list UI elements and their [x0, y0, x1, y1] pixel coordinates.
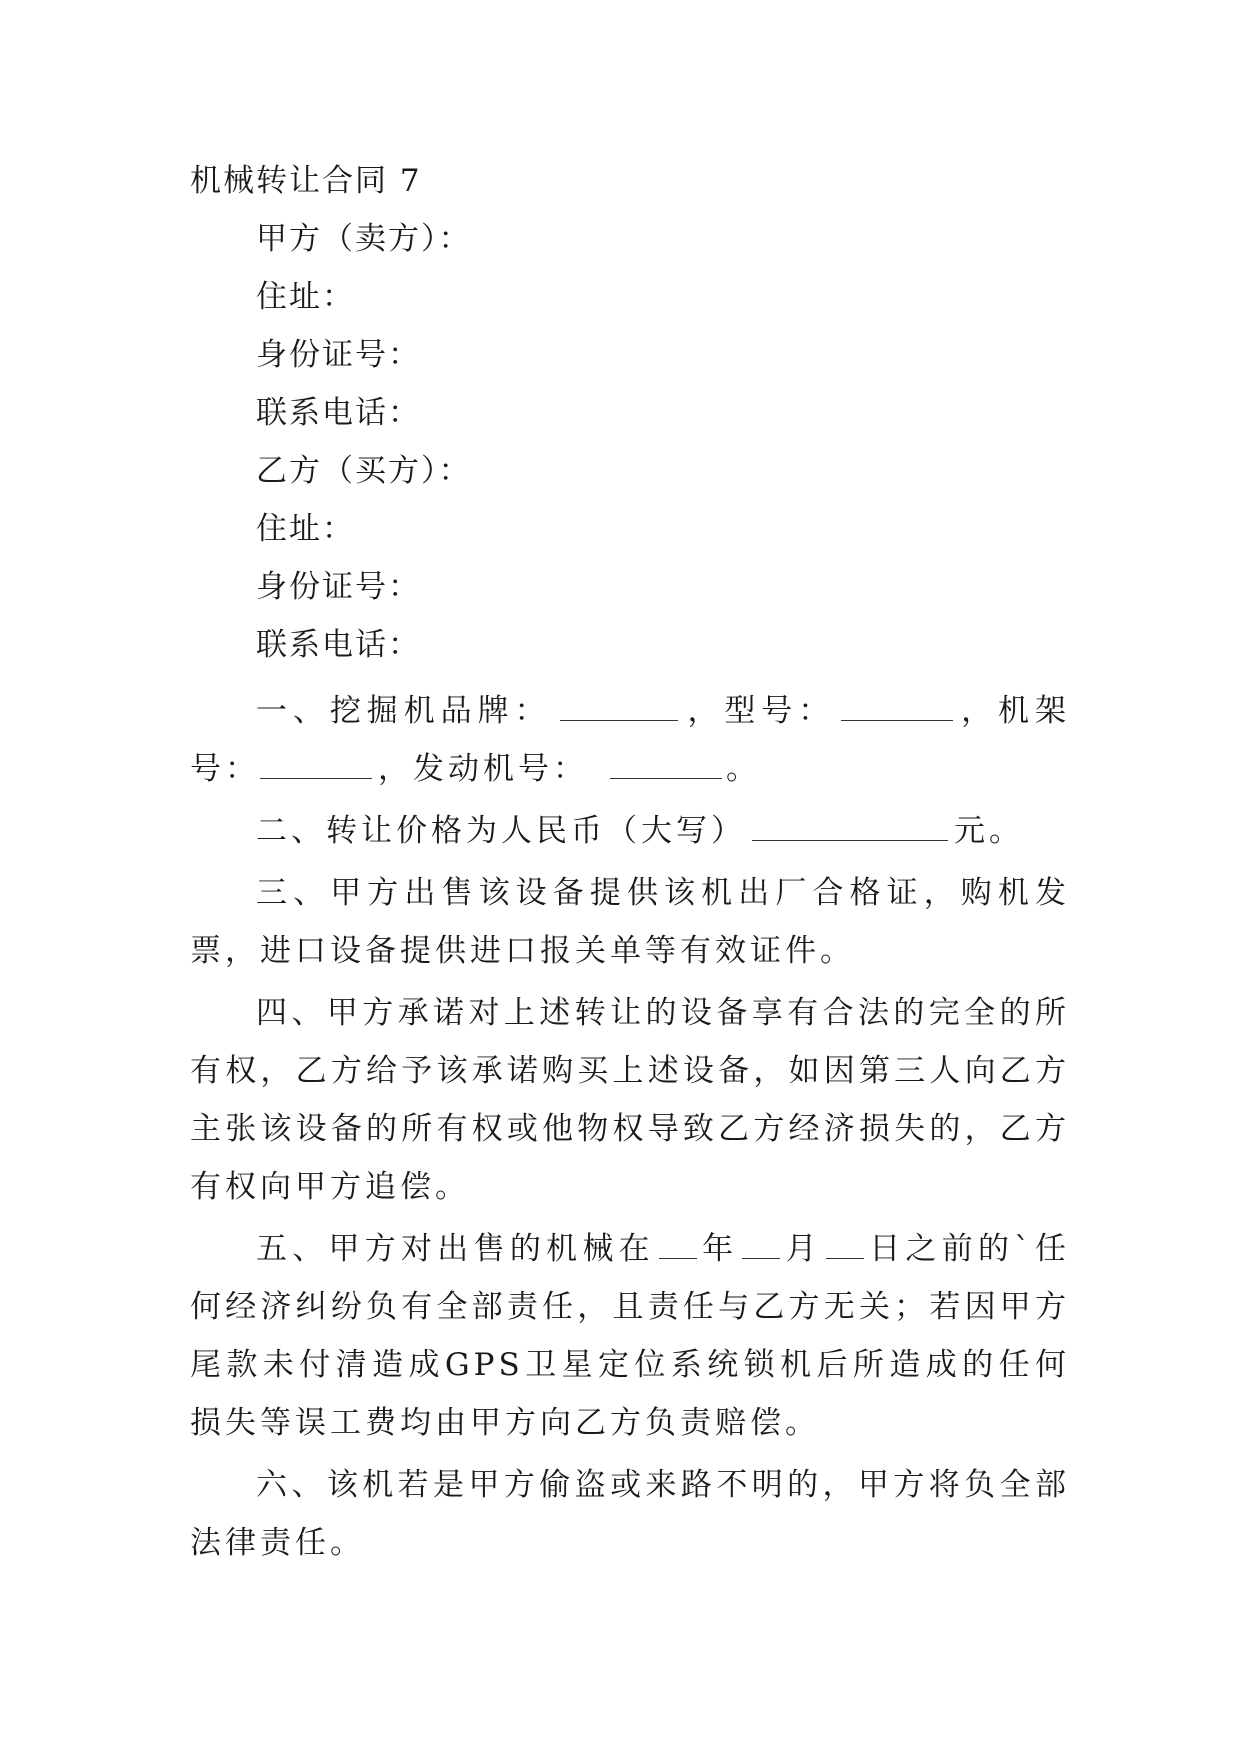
- party-b-label: 乙方（买方）：: [256, 453, 472, 489]
- party-a-address: 住址：: [256, 279, 355, 315]
- clause-4: 四、甲方承诺对上述转让的设备享有合法的完全的所有权，乙方给予该承诺购买上述设备，如因第三人向乙方主张该设备的所有权或他物权导致乙方经济损失的，乙方有权向甲方追偿。: [190, 995, 1070, 1205]
- clause-1-brand-label: 一、挖掘机品牌：: [256, 693, 552, 729]
- frame-blank: [260, 748, 372, 779]
- party-a-phone: 联系电话：: [256, 395, 421, 431]
- brand-blank: [560, 690, 678, 721]
- clause-5-rest: 日之前的`任何经济纠纷负有全部责任，且责任与乙方无关；若因甲方尾款未付清造成GPS卫星定位系统锁机后所造成的任何损失等误工费均由甲方向乙方负责赔偿。: [190, 1231, 1071, 1441]
- clause-1-model-label: ，型号：: [685, 693, 836, 729]
- clause-1-engine-label: ，发动机号：: [378, 751, 588, 787]
- party-b-phone: 联系电话：: [256, 627, 421, 663]
- clause-5: [190, 1220, 1070, 1452]
- contract-page: [190, 160, 1070, 1576]
- party-a-label: 甲方（卖方）：: [256, 221, 472, 257]
- clause-2: [190, 802, 1070, 860]
- clause-3: 三、甲方出售该设备提供该机出厂合格证，购机发票，进口设备提供进口报关单等有效证件。: [190, 875, 1070, 969]
- clause-6: 六、该机若是甲方偷盗或来路不明的，甲方将负全部法律责任。: [190, 1467, 1070, 1561]
- party-a-id-number: 身份证号：: [256, 337, 421, 373]
- document-title: 机械转让合同 7: [190, 163, 422, 199]
- year-blank: [659, 1228, 697, 1259]
- clause-5-prefix: 五、甲方对出售的机械在: [256, 1231, 655, 1267]
- day-blank: [826, 1228, 864, 1259]
- price-blank: [752, 810, 948, 841]
- party-b-id-number: 身份证号：: [256, 569, 421, 605]
- clause-5-month: 月: [784, 1231, 822, 1267]
- model-blank: [841, 690, 953, 721]
- clause-1: [190, 682, 1070, 798]
- clause-2-unit: 元。: [954, 813, 1024, 849]
- party-b-address: 住址：: [256, 511, 355, 547]
- clause-1-end: 。: [726, 751, 761, 787]
- clause-2-text: 二、转让价格为人民币（大写）: [256, 813, 746, 849]
- clause-5-year: 年: [700, 1231, 739, 1267]
- month-blank: [742, 1228, 780, 1259]
- engine-blank: [610, 748, 722, 779]
- clause-1-frame-label: ，机架号：: [190, 693, 1070, 787]
